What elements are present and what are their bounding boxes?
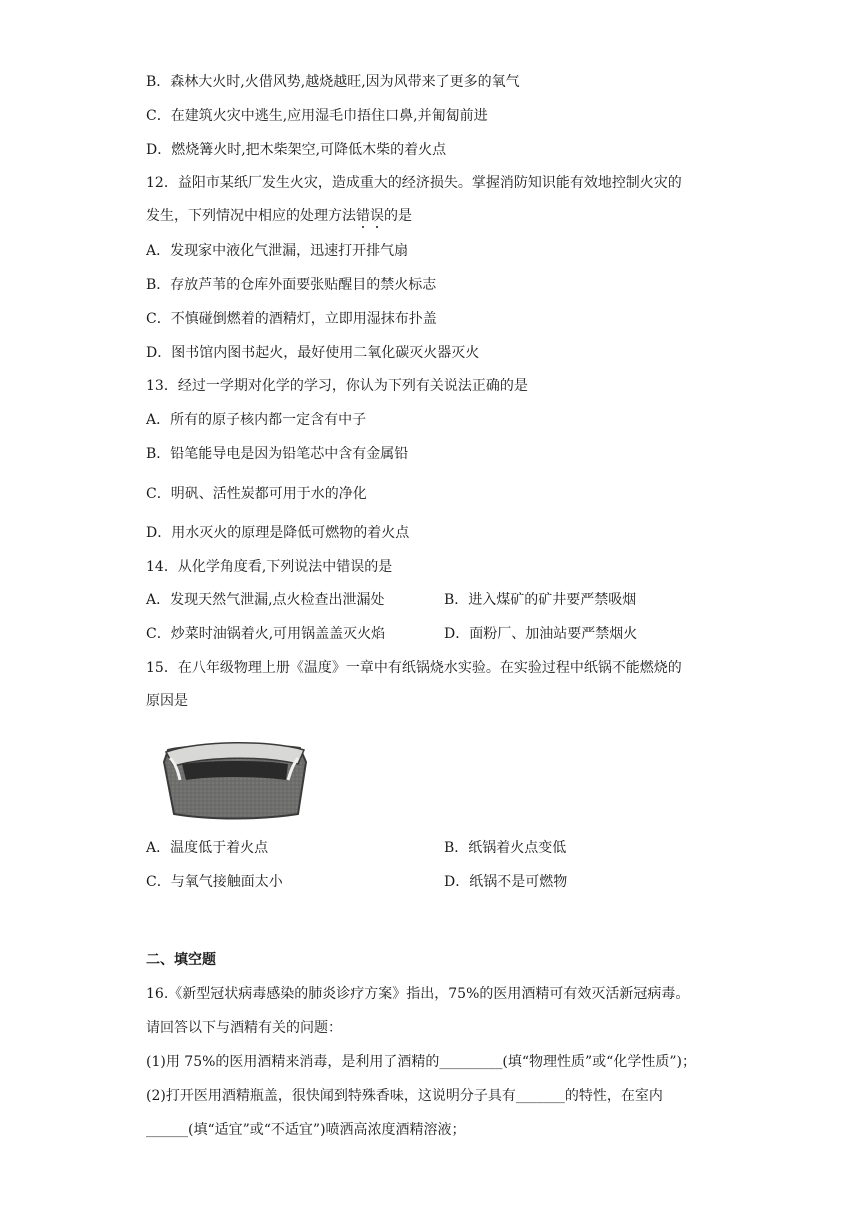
paper-pot-image xyxy=(160,734,310,824)
q13-option-c: C．明矾、活性炭都可用于水的净化 xyxy=(146,486,367,502)
q12-stem-text: 的是 xyxy=(384,208,412,224)
section-title: 二、填空题 xyxy=(146,952,216,968)
q13-option-a: A．所有的原子核内都一定含有中子 xyxy=(146,412,367,428)
q12-stem-line2 xyxy=(146,206,412,226)
q12-stem-text: 发生，下列情况中相应的处理方法 xyxy=(146,208,356,224)
q15-stem-line1: 15．在八年级物理上册《温度》一章中有纸锅烧水实验。在实验过程中纸锅不能燃烧的 xyxy=(146,660,682,676)
q15-stem-line2: 原因是 xyxy=(146,693,188,709)
q15-option-b: B．纸锅着火点变低 xyxy=(444,840,567,856)
q12-option-d: D．图书馆内图书起火，最好使用二氧化碳灭火器灭火 xyxy=(146,345,480,361)
q11-option-b: B．森林大火时,火借风势,越烧越旺,因为风带来了更多的氧气 xyxy=(146,74,520,90)
q12-emphasis-char: 错 xyxy=(356,208,370,224)
q15-option-d: D．纸锅不是可燃物 xyxy=(444,874,568,890)
q16-part1: (1)用 75%的医用酒精来消毒，是利用了酒精的_________(填“物理性质”或“化学性质”)； xyxy=(146,1054,696,1070)
q11-option-c: C．在建筑火灾中逃生,应用湿毛巾捂住口鼻,并匍匐前进 xyxy=(146,108,488,124)
q12-option-a: A．发现家中液化气泄漏，迅速打开排气扇 xyxy=(146,243,409,259)
q14-option-b: B．进入煤矿的矿井要严禁吸烟 xyxy=(444,592,637,608)
q11-option-d: D．燃烧篝火时,把木柴架空,可降低木柴的着火点 xyxy=(146,142,447,158)
q12-emphasis-char: 误 xyxy=(370,208,384,224)
q16-part2-line2: ______(填“适宜”或“不适宜”)喷洒高浓度酒精溶液； xyxy=(146,1122,466,1138)
q12-option-c: C．不慎碰倒燃着的酒精灯，立即用湿抹布扑盖 xyxy=(146,311,437,327)
q15-option-a: A．温度低于着火点 xyxy=(146,840,269,856)
q12-option-b: B．存放芦苇的仓库外面要张贴醒目的禁火标志 xyxy=(146,277,437,293)
q14-option-c: C．炒菜时油锅着火,可用锅盖盖灭火焰 xyxy=(146,626,386,642)
q16-stem-line2: 请回答以下与酒精有关的问题： xyxy=(146,1020,342,1036)
q13-stem: 13．经过一学期对化学的学习，你认为下列有关说法正确的是 xyxy=(146,378,528,394)
q13-option-b: B．铅笔能导电是因为铅笔芯中含有金属铅 xyxy=(146,446,409,462)
q14-stem: 14．从化学角度看,下列说法中错误的是 xyxy=(146,559,393,575)
q15-option-c: C．与氧气接触面太小 xyxy=(146,874,283,890)
q14-option-d: D．面粉厂、加油站要严禁烟火 xyxy=(444,626,638,642)
q12-stem-line1: 12．益阳市某纸厂发生火灾，造成重大的经济损失。掌握消防知识能有效地控制火灾的 xyxy=(146,175,682,191)
q16-stem-line1: 16.《新型冠状病毒感染的肺炎诊疗方案》指出，75%的医用酒精可有效灭活新冠病毒。 xyxy=(146,986,690,1002)
q13-option-d: D．用水灭火的原理是降低可燃物的着火点 xyxy=(146,525,410,541)
q16-part2-line1: (2)打开医用酒精瓶盖，很快闻到特殊香味，这说明分子具有_______的特性，在室内 xyxy=(146,1088,663,1104)
q14-option-a: A．发现天然气泄漏,点火检查出泄漏处 xyxy=(146,592,385,608)
